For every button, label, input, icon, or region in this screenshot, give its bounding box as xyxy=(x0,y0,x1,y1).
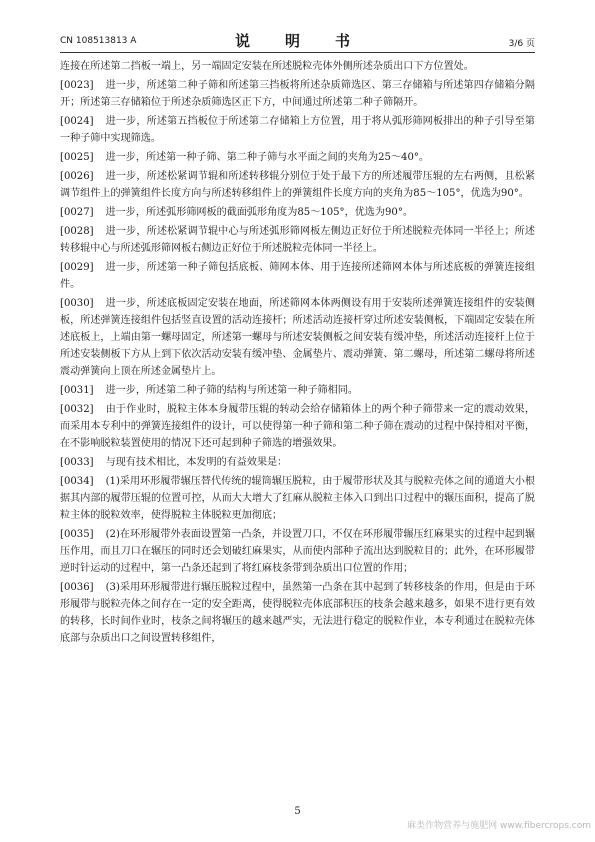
paragraph-number: [0027] xyxy=(60,207,94,218)
paragraph-number: [0023] xyxy=(60,80,94,91)
paragraph-number: [0032] xyxy=(60,404,94,415)
paragraph-0027: [0027] 进一步，所述弧形筛网板的截面弧形角度为85～105°，优选为90°。 xyxy=(60,207,413,218)
paragraph-number: [0030] xyxy=(60,298,94,309)
paragraph-0023: [0023] 进一步，所述第二种子筛和所述第三挡板将所述杂质筛选区、第三存储箱与所述第四存储箱分隔开；所述第三存储箱位于所述杂质筛选区正下方，中间通过所述第二种子筛隔开。 xyxy=(60,80,535,108)
paragraph-number: [0026] xyxy=(60,171,94,182)
paragraph-0033: [0033] 与现有技术相比，本发明的有益效果是： xyxy=(60,457,288,468)
paragraph-number: [0024] xyxy=(60,116,94,127)
page-reference: 3/6 页 xyxy=(508,39,535,49)
paragraph-0029: [0029] 进一步，所述第一种子筛包括底板、筛网本体、用于连接所述筛网本体与所述底板的弹簧连接组件。 xyxy=(60,262,535,290)
description-body xyxy=(60,58,535,649)
paragraph-number: [0035] xyxy=(60,529,94,540)
paragraph-0032: [0032] 由于作业时，脱粒主体本身履带压辊的转动会给存储箱体上的两个种子筛带来一定的震动效果，而采用本专利中的弹簧连接组件的设计，可以使得第一种子筛和第二种子筛在震动的过程中保持相对平衡，在不影响脱粒装置使用的情况下还可起到种子筛选的增强效果。 xyxy=(60,404,535,449)
paragraph-0026: [0026] 进一步，所述松紧调节辊和所述转移辊分别位于处于最下方的所述履带压辊的左右两侧，且松紧调节组件上的弹簧组件长度方向与所述转移组件上的弹簧组件长度方向的夹角为85～105°，优选为90°。 xyxy=(60,171,535,199)
paragraph-continued: 连接在所述第二挡板一端上，另一端固定安装在所述脱粒壳体外侧所述杂质出口下方位置处。 xyxy=(60,61,474,72)
paragraph-number: [0028] xyxy=(60,226,94,237)
paragraph-number: [0029] xyxy=(60,262,94,273)
page-header xyxy=(60,30,535,53)
paragraph-0034: [0034] (1)采用环形履带辗压替代传统的辊筒辗压脱粒，由于履带形状及其与脱粒壳体之间的通道大小根据其内部的履带压辊的位置可控，从而大大增大了红麻从脱粒主体入口到出口过程中的辗压面积，提高了脱粒主体的脱粒效率，使得脱粒主体脱粒更加彻底； xyxy=(60,476,535,521)
paragraph-0025: [0025] 进一步，所述第一种子筛、第二种子筛与水平面之间的夹角为25～40°。 xyxy=(60,152,430,163)
document-title: 说 明 书 xyxy=(234,32,360,50)
paragraph-0030: [0030] 进一步，所述底板固定安装在地面，所述筛网本体两侧设有用于安装所述弹簧连接组件的安装侧板，所述弹簧连接组件包括竖直设置的活动连接杆；所述活动连接杆穿过所述安装侧板，下端固定安装在所述底板上，上端由第一螺母固定，所述第一螺母与所述安装侧板之间安装有缓冲垫，所述活动连接杆上位于所述安装侧板下方从上到下依次活动安装有缓冲垫、金属垫片、震动弹簧、第二螺母，所述第二螺母将所述震动弹簧向上顶在所述金属垫片上。 xyxy=(60,298,535,377)
paragraph-0031: [0031] 进一步，所述第二种子筛的结构与所述第一种子筛相同。 xyxy=(60,385,358,396)
paragraph-number: [0036] xyxy=(60,582,94,593)
patent-number: CN 108513813 A xyxy=(60,36,137,46)
paragraph-number: [0033] xyxy=(60,457,94,468)
paragraph-0035: [0035] (2)在环形履带外表面设置第一凸条，并设置刀口，不仅在环形履带辗压红麻果实的过程中起到辗压作用，而且刀口在辗压的同时还会划破红麻果实，从而使内部种子流出达到脱粒目的；此外，在环形履带逆时针运动的过程中，第一凸条还起到了将红麻枝条带到杂质出口位置的作用； xyxy=(60,529,535,574)
paragraph-0028: [0028] 进一步，所述松紧调节辊中心与所述弧形筛网板左侧边正好位于所述脱粒壳体同一半径上；所述转移辊中心与所述弧形筛网板右侧边正好位于所述脱粒壳体同一半径上。 xyxy=(60,226,535,254)
paragraph-0036: [0036] (3)采用环形履带进行辗压脱粒过程中，虽然第一凸条在其中起到了转移枝条的作用，但是由于环形履带与脱粒壳体之间存在一定的安全距离，使得脱粒壳体底部积压的枝条会越来越多，如果不进行更有效的转移，长时间作业时，枝条之间将辗压的越来越严实，无法进行稳定的脱粒作业，本专利通过在脱粒壳体底部与杂质出口之间设置转移组件， xyxy=(60,582,535,644)
paragraph-number: [0034] xyxy=(60,476,94,487)
paragraph-number: [0025] xyxy=(60,152,94,163)
site-watermark: 麻类作物营养与施肥网 www.fibercrops.com xyxy=(407,821,591,831)
page-number: 5 xyxy=(294,806,301,817)
paragraph-number: [0031] xyxy=(60,385,94,396)
paragraph-0024: [0024] 进一步，所述第五挡板位于所述第二存储箱上方位置，用于将从弧形筛网板排出的种子引导至第一种子筛中实现筛选。 xyxy=(60,116,535,144)
